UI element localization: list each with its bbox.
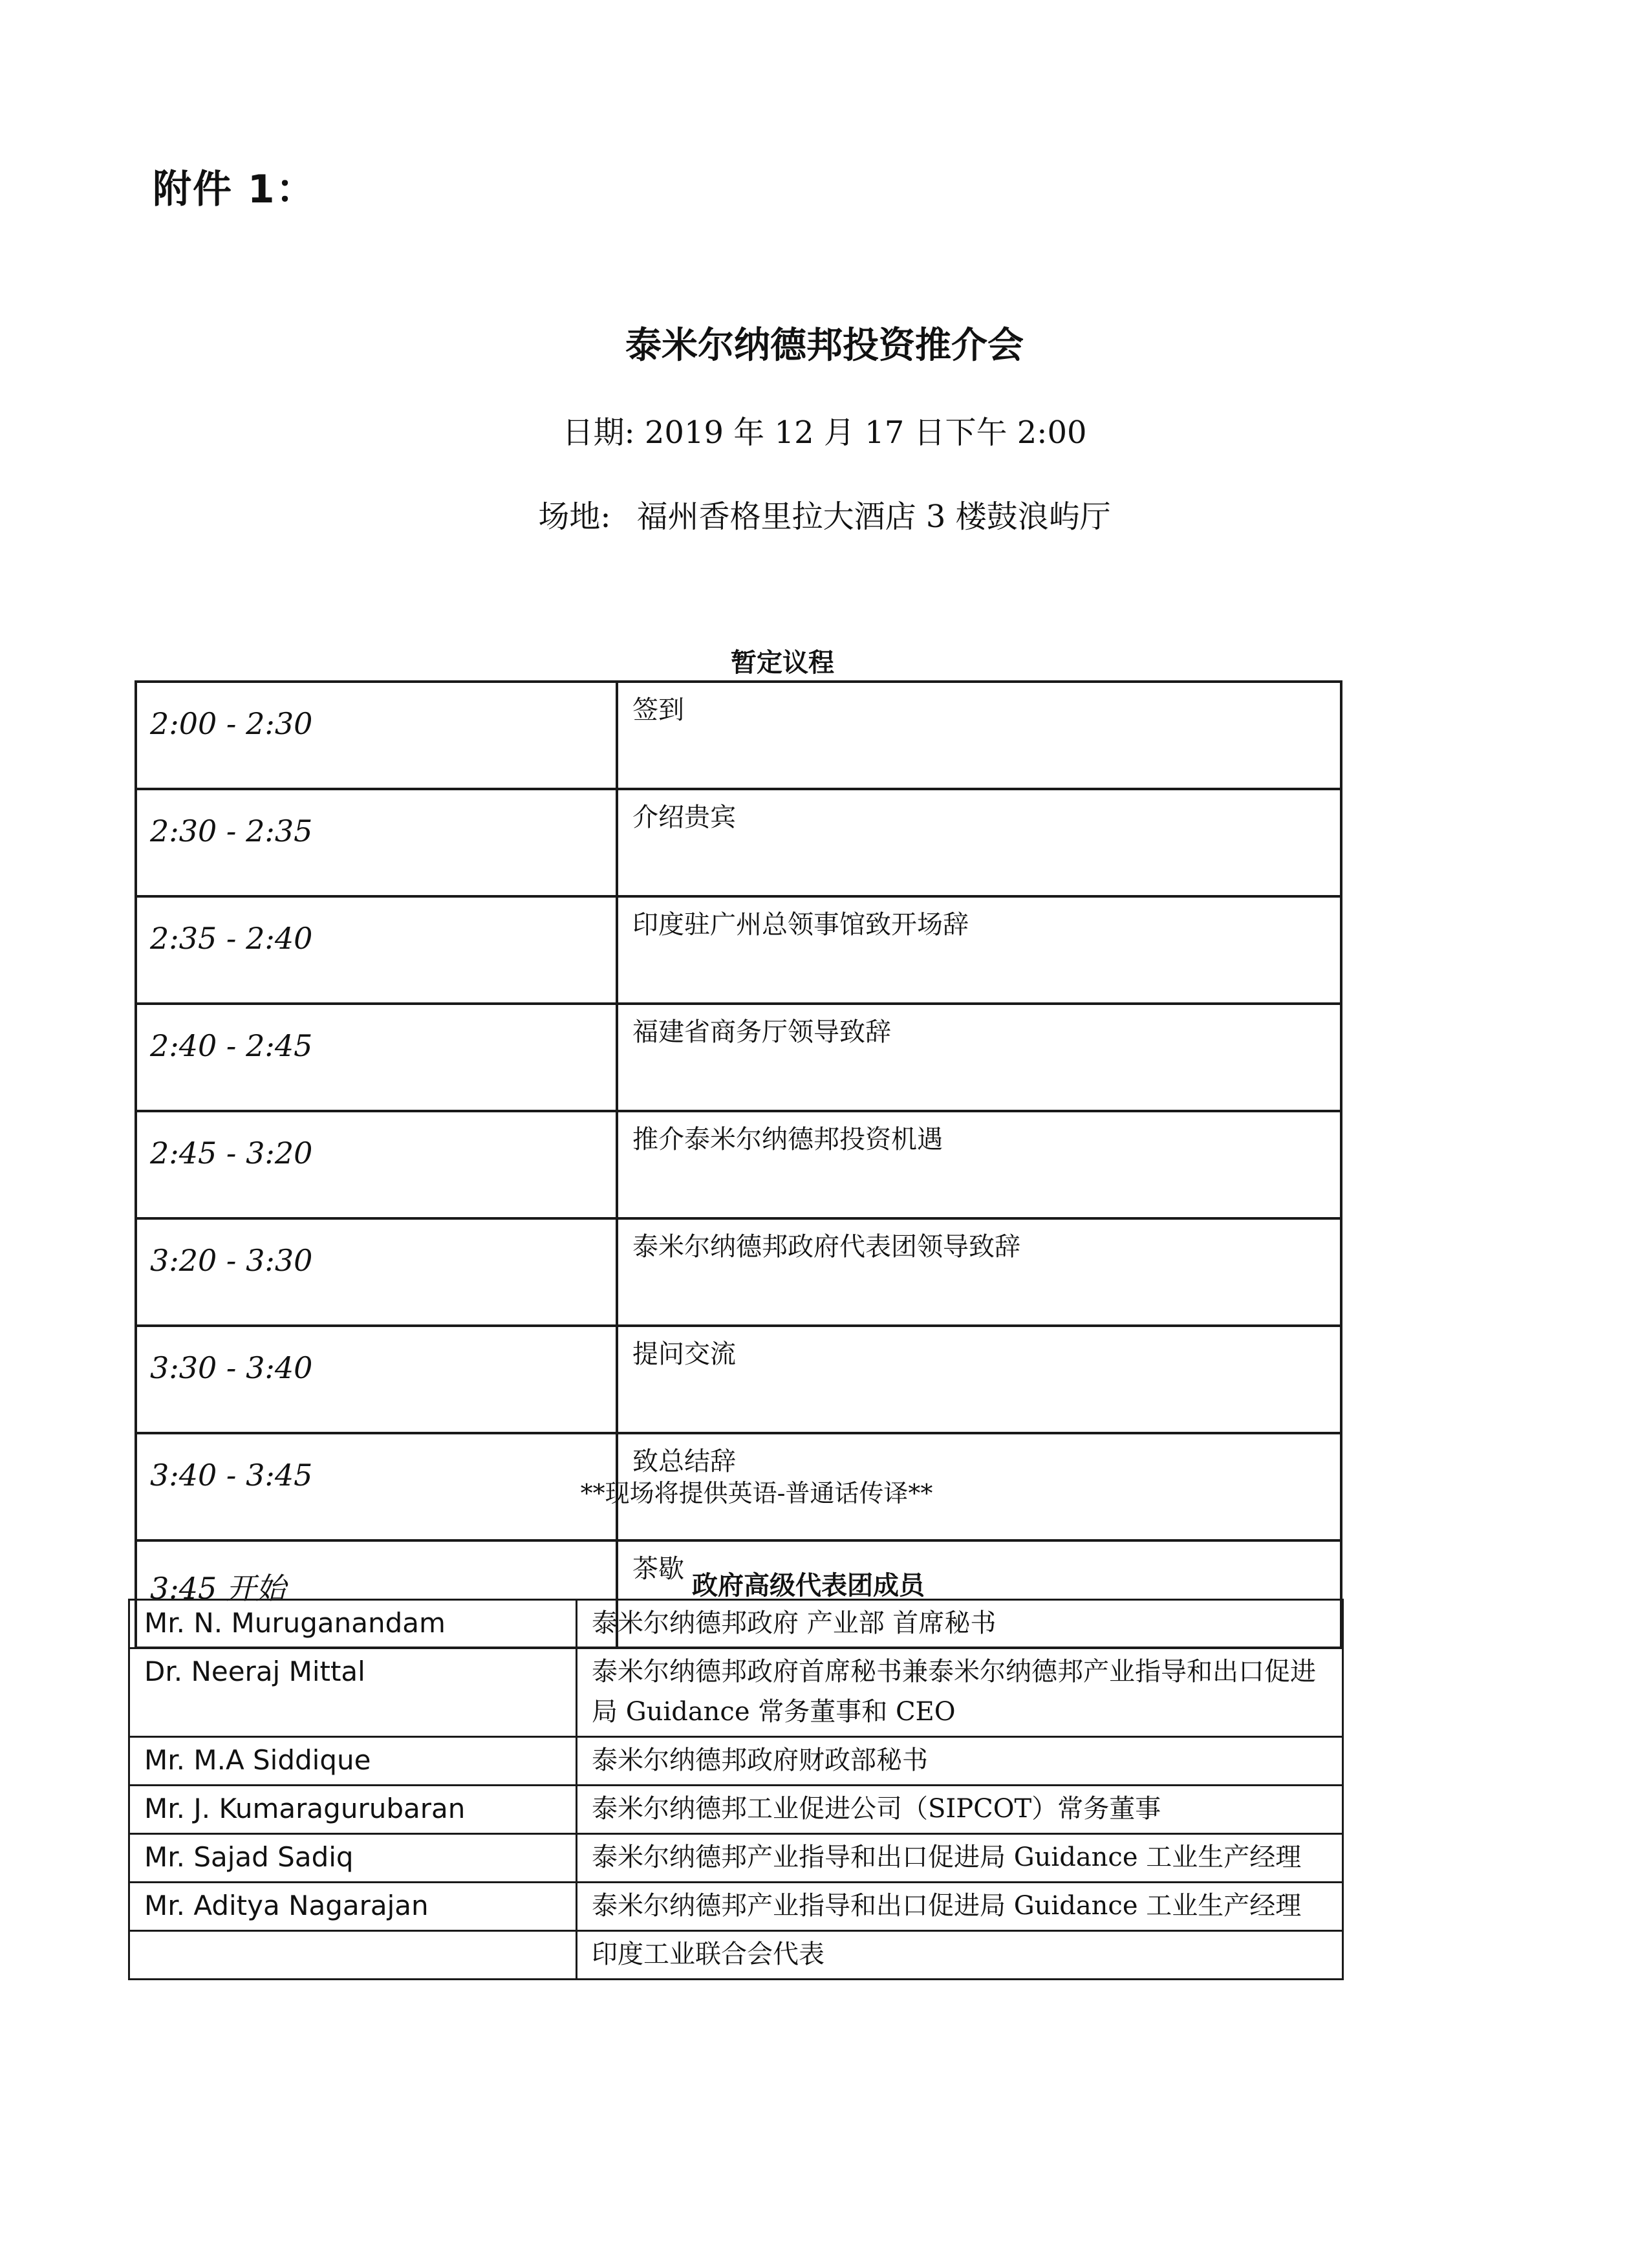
delegation-row	[129, 1648, 1343, 1737]
member-name: Dr. Neeraj Mittal	[129, 1648, 577, 1737]
member-name: Mr. M.A Siddique	[129, 1737, 577, 1786]
member-title: 泰米尔纳德邦政府财政部秘书	[577, 1737, 1343, 1786]
member-title: 泰米尔纳德邦政府 产业部 首席秘书	[577, 1600, 1343, 1648]
member-title: 泰米尔纳德邦政府首席秘书兼泰米尔纳德邦产业指导和出口促进局 Guidance 常务董事和 CEO	[577, 1648, 1343, 1737]
agenda-row	[136, 1004, 1341, 1111]
delegation-heading: 政府高级代表团成员	[692, 1571, 925, 1601]
member-title: 泰米尔纳德邦产业指导和出口促进局 Guidance 工业生产经理	[577, 1883, 1343, 1931]
agenda-item: 致总结辞	[617, 1433, 1341, 1540]
agenda-row	[136, 789, 1341, 896]
venue-label: 场地:	[538, 499, 611, 535]
agenda-time: 3:20 - 3:30	[136, 1218, 617, 1326]
delegation-row	[129, 1600, 1343, 1648]
agenda-time: 2:35 - 2:40	[136, 896, 617, 1004]
agenda-time: 3:45 开始	[136, 1540, 617, 1648]
agenda-item: 介绍贵宾	[617, 789, 1341, 896]
agenda-item: 签到	[617, 682, 1341, 789]
agenda-time: 2:40 - 2:45	[136, 1004, 617, 1111]
agenda-time: 2:45 - 3:20	[136, 1111, 617, 1218]
agenda-heading: 暂定议程	[731, 648, 834, 678]
agenda-time: 3:40 - 3:45	[136, 1433, 617, 1540]
agenda-time: 3:30 - 3:40	[136, 1326, 617, 1433]
event-date: 日期: 2019 年 12 月 17 日下午 2:00	[562, 415, 1087, 451]
agenda-row	[136, 896, 1341, 1004]
agenda-row	[136, 1218, 1341, 1326]
member-name: Mr. J. Kumaragurubaran	[129, 1786, 577, 1834]
delegation-table	[128, 1599, 1344, 1980]
agenda-item: 提问交流	[617, 1326, 1341, 1433]
delegation-row	[129, 1931, 1343, 1980]
delegation-row	[129, 1737, 1343, 1786]
agenda-row	[136, 1326, 1341, 1433]
agenda-time: 2:00 - 2:30	[136, 682, 617, 789]
member-name: Mr. Aditya Nagarajan	[129, 1883, 577, 1931]
member-title: 印度工业联合会代表	[577, 1931, 1343, 1980]
agenda-time: 2:30 - 2:35	[136, 789, 617, 896]
interpretation-note: **现场将提供英语-普通话传译**	[580, 1479, 933, 1507]
member-name	[129, 1931, 577, 1980]
venue-value: 福州香格里拉大酒店 3 楼鼓浪屿厅	[636, 499, 1111, 535]
member-name: Mr. Sajad Sadiq	[129, 1834, 577, 1883]
agenda-item: 茶歇	[617, 1540, 1341, 1648]
agenda-row	[136, 1111, 1341, 1218]
delegation-row	[129, 1786, 1343, 1834]
member-title: 泰米尔纳德邦工业促进公司（SIPCOT）常务董事	[577, 1786, 1343, 1834]
member-title: 泰米尔纳德邦产业指导和出口促进局 Guidance 工业生产经理	[577, 1834, 1343, 1883]
agenda-item: 泰米尔纳德邦政府代表团领导致辞	[617, 1218, 1341, 1326]
member-name: Mr. N. Muruganandam	[129, 1600, 577, 1648]
delegation-row	[129, 1883, 1343, 1931]
attachment-label: 附件 1：	[153, 167, 316, 212]
agenda-item: 印度驻广州总领事馆致开场辞	[617, 896, 1341, 1004]
agenda-item: 推介泰米尔纳德邦投资机遇	[617, 1111, 1341, 1218]
agenda-item: 福建省商务厅领导致辞	[617, 1004, 1341, 1111]
document-title: 泰米尔纳德邦投资推介会	[625, 325, 1024, 367]
event-venue	[0, 491, 1649, 536]
agenda-row	[136, 682, 1341, 789]
delegation-row	[129, 1834, 1343, 1883]
